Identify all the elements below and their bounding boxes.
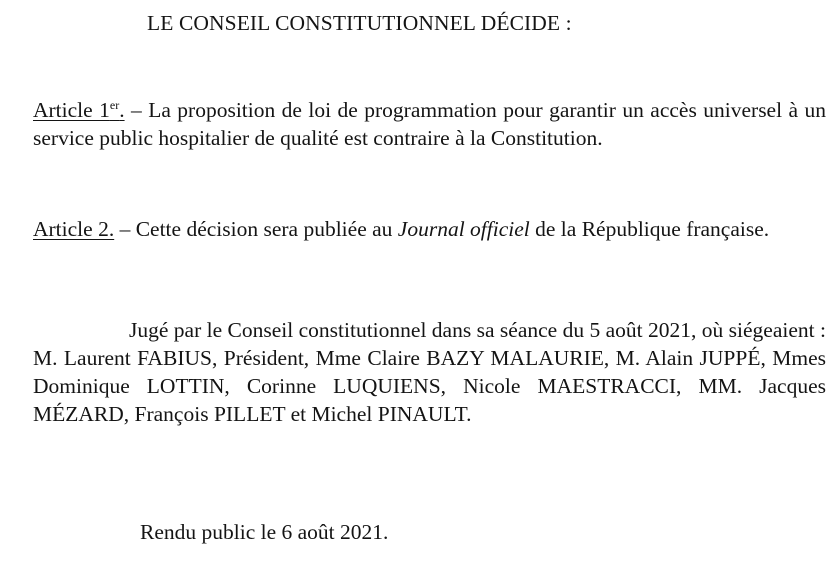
article-2 <box>33 215 826 243</box>
article-1-label: Article 1er. <box>33 98 125 122</box>
journal-officiel-italic: Journal officiel <box>397 217 530 241</box>
decision-heading: LE CONSEIL CONSTITUTIONNEL DÉCIDE : <box>147 11 572 35</box>
judgement-paragraph: Jugé par le Conseil constitutionnel dans sa séance du 5 août 2021, où siégeaient : M. Laurent FABIUS, Président, Mme Claire BAZY MALAURIE, M. Alain JUPPÉ, Mmes Dominique LOTTIN, Corinne LUQUIENS, Nicole MAESTRACCI, MM. Jacques MÉZARD, François PILLET et Michel PINAULT. <box>33 318 826 426</box>
rendu-public-line: Rendu public le 6 août 2021. <box>140 520 389 544</box>
article-1 <box>33 96 826 152</box>
document-page <box>33 0 826 564</box>
article-1-text: – La proposition de loi de programmation pour garantir un accès universel à un service public hospitalier de qualité est contraire à la Constitution. <box>33 98 826 150</box>
article-2-text-after: de la République française. <box>529 217 770 241</box>
article-2-text-before: – Cette décision sera publiée au <box>114 217 398 241</box>
article-1-superscript: er <box>109 98 120 112</box>
article-2-label: Article 2. <box>33 217 115 241</box>
